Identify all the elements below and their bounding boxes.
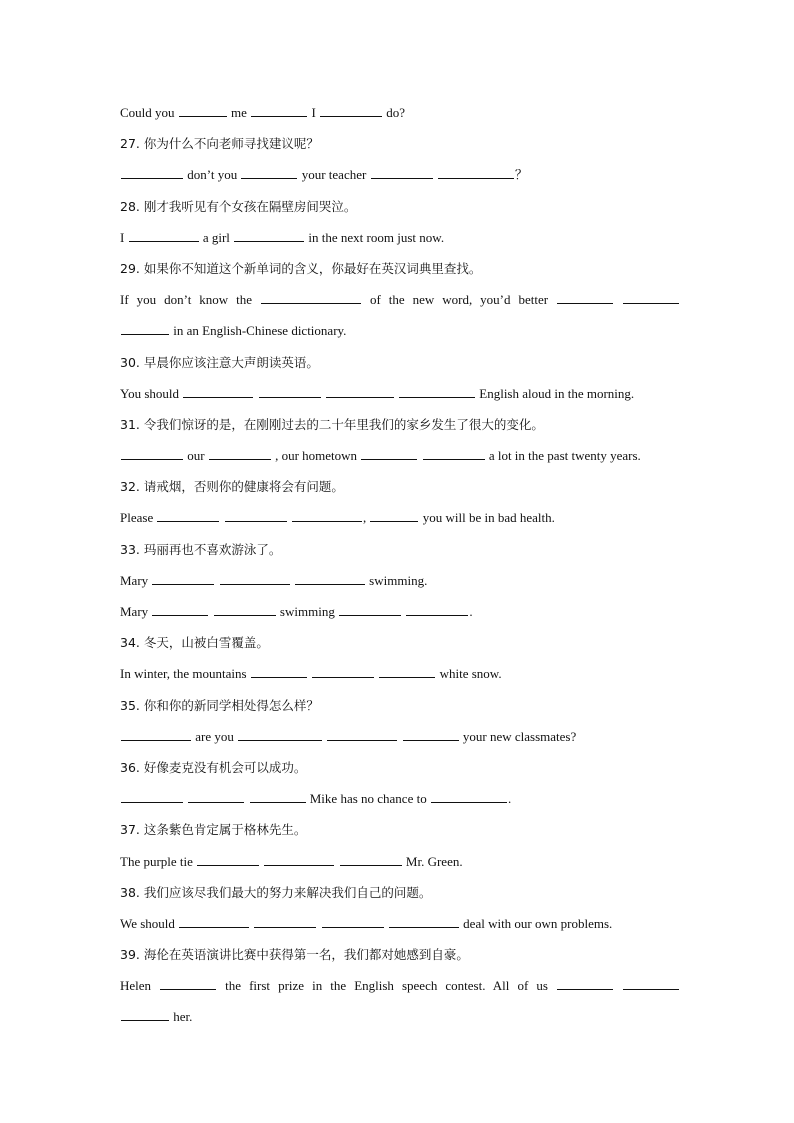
text-segment: are you [192, 728, 238, 744]
text-segment: you will be in bad health. [419, 510, 555, 526]
text-segment: English aloud in the morning. [476, 385, 635, 401]
text-segment [250, 916, 253, 931]
answer-blank[interactable] [320, 104, 382, 117]
text-segment [434, 167, 437, 182]
answer-blank[interactable] [379, 665, 435, 678]
answer-blank[interactable] [438, 166, 514, 179]
text-segment: Helen [120, 978, 160, 994]
answer-blank[interactable] [370, 509, 418, 522]
answer-blank[interactable] [214, 603, 276, 616]
text-segment [209, 604, 212, 619]
answer-line [120, 658, 680, 689]
answer-blank[interactable] [623, 291, 679, 304]
question-prompt [120, 752, 680, 783]
text-segment: Mary [120, 572, 152, 588]
answer-blank[interactable] [121, 1008, 169, 1021]
text-segment [317, 916, 320, 931]
question-prompt [120, 939, 680, 970]
answer-line [120, 440, 680, 471]
text-segment: 35. 你和你的新同学相处得怎么样？ [120, 697, 319, 713]
text-segment [375, 666, 378, 681]
text-segment [322, 386, 325, 401]
answer-blank[interactable] [361, 447, 417, 460]
answer-blank[interactable] [406, 603, 468, 616]
answer-blank[interactable] [557, 291, 613, 304]
answer-line [120, 783, 680, 814]
text-segment: ？ [514, 167, 528, 183]
answer-blank[interactable] [327, 728, 397, 741]
answer-blank[interactable] [295, 572, 365, 585]
text-segment: We should [120, 915, 179, 931]
text-segment: Please [120, 510, 157, 526]
text-segment [260, 854, 263, 869]
answer-line [120, 502, 680, 533]
answer-blank[interactable] [183, 385, 253, 398]
answer-line [120, 222, 680, 253]
answer-blank[interactable] [160, 977, 216, 990]
answer-blank[interactable] [251, 665, 307, 678]
answer-blank[interactable] [431, 790, 507, 803]
question-prompt [120, 347, 680, 378]
answer-blank[interactable] [234, 229, 304, 242]
text-segment [335, 854, 338, 869]
answer-blank[interactable] [220, 572, 290, 585]
answer-blank[interactable] [129, 229, 199, 242]
text-segment: your teacher [298, 167, 370, 183]
answer-blank[interactable] [423, 447, 485, 460]
text-segment [291, 573, 294, 588]
text-segment [288, 510, 291, 525]
text-segment: 28. 刚才我听见有个女孩在隔壁房间哭泣。 [120, 198, 357, 214]
question-prompt [120, 534, 680, 565]
text-segment: The purple tie [120, 853, 197, 869]
answer-line [120, 721, 680, 752]
text-segment: 36. 好像麦克没有机会可以成功。 [120, 759, 307, 775]
text-segment: swimming [276, 604, 339, 619]
text-segment: 31. 令我们惊讶的是，在刚刚过去的二十年里我们的家乡发生了很大的变化。 [120, 416, 544, 432]
answer-line [120, 159, 680, 190]
text-segment [395, 386, 398, 401]
answer-blank[interactable] [152, 603, 208, 616]
text-segment [215, 573, 218, 588]
answer-blank[interactable] [261, 291, 361, 304]
answer-blank[interactable] [326, 385, 394, 398]
answer-blank[interactable] [121, 728, 191, 741]
question-prompt [120, 877, 680, 908]
answer-blank[interactable] [389, 915, 459, 928]
text-segment: Mike has no chance to [306, 791, 430, 807]
answer-blank[interactable] [292, 509, 362, 522]
text-segment: 39. 海伦在英语演讲比赛中获得第一名，我们都对她感到自豪。 [120, 947, 469, 963]
question-prompt [120, 471, 680, 502]
text-segment [418, 448, 421, 463]
text-segment: a lot in the past twenty years. [485, 448, 641, 464]
text-segment [402, 604, 405, 619]
question-prompt [120, 409, 680, 440]
text-segment: in the next room just now. [305, 229, 445, 245]
answer-line [120, 970, 680, 1001]
text-segment [220, 510, 223, 525]
text-segment: swimming. [365, 572, 428, 588]
text-segment: Mary [120, 604, 152, 619]
text-segment: You should [120, 385, 183, 401]
answer-blank[interactable] [121, 166, 183, 179]
text-segment: Mr. Green. [402, 853, 463, 869]
text-segment: her. [170, 1009, 193, 1025]
answer-blank[interactable] [251, 104, 307, 117]
text-segment [614, 292, 622, 307]
question-prompt [120, 814, 680, 845]
text-segment [323, 729, 326, 744]
text-segment: Could you [120, 105, 178, 120]
text-segment [254, 386, 257, 401]
answer-blank[interactable] [340, 853, 402, 866]
answer-blank[interactable] [157, 509, 219, 522]
question-prompt [120, 253, 680, 284]
question-prompt [120, 128, 680, 159]
answer-blank[interactable] [179, 104, 227, 117]
text-segment: in an English-Chinese dictionary. [170, 323, 347, 339]
answer-blank[interactable] [322, 915, 384, 928]
text-segment: 29. 如果你不知道这个新单词的含义，你最好在英汉词典里查找。 [120, 260, 482, 276]
answer-blank[interactable] [121, 322, 169, 335]
text-segment [398, 729, 401, 744]
answer-line [120, 284, 680, 315]
answer-line [120, 565, 680, 596]
text-segment: 30. 早晨你应该注意大声朗读英语。 [120, 354, 319, 370]
answer-blank[interactable] [371, 166, 433, 179]
answer-blank[interactable] [403, 728, 459, 741]
answer-blank[interactable] [241, 166, 297, 179]
text-segment [614, 978, 622, 993]
text-segment: our [184, 448, 208, 464]
answer-blank[interactable] [250, 790, 306, 803]
text-segment: If you don’t know the [120, 292, 260, 308]
answer-blank[interactable] [197, 853, 259, 866]
answer-blank[interactable] [264, 853, 334, 866]
text-segment: deal with our own problems. [459, 915, 613, 931]
text-segment: , our hometown [271, 448, 361, 464]
question-prompt [120, 627, 680, 658]
text-segment: me [227, 105, 251, 120]
text-segment: 33. 玛丽再也不喜欢游泳了。 [120, 541, 282, 557]
question-prompt [120, 690, 680, 721]
text-segment: don’t you [184, 167, 241, 183]
answer-blank[interactable] [188, 790, 244, 803]
answer-blank[interactable] [399, 385, 475, 398]
text-segment: I [120, 229, 128, 245]
answer-blank[interactable] [623, 977, 679, 990]
answer-blank[interactable] [254, 915, 316, 928]
text-segment: 27. 你为什么不向老师寻找建议呢？ [120, 136, 319, 152]
text-segment: 38. 我们应该尽我们最大的努力来解决我们自己的问题。 [120, 884, 432, 900]
answer-blank[interactable] [121, 447, 183, 460]
question-prompt [120, 191, 680, 222]
answer-line [120, 908, 680, 939]
text-segment [308, 666, 311, 681]
text-segment [385, 916, 388, 931]
text-segment: 37. 这条紫色肯定属于格林先生。 [120, 822, 307, 838]
text-segment: of the new word, you’d better [361, 292, 557, 308]
answer-blank[interactable] [179, 915, 249, 928]
text-segment: . [469, 604, 473, 619]
worksheet-page [120, 97, 680, 1033]
answer-blank[interactable] [209, 447, 271, 460]
answer-blank[interactable] [225, 509, 287, 522]
text-segment: I [308, 105, 320, 120]
answer-blank[interactable] [238, 728, 322, 741]
answer-blank[interactable] [259, 385, 321, 398]
text-segment: , [362, 510, 370, 526]
text-segment: your new classmates? [459, 728, 577, 744]
answer-line [120, 1001, 680, 1032]
answer-line [120, 378, 680, 409]
text-segment: 32. 请戒烟，否则你的健康将会有问题。 [120, 479, 344, 495]
text-segment: 34. 冬天，山被白雪覆盖。 [120, 635, 269, 651]
text-segment: a girl [199, 229, 234, 245]
text-segment: . [507, 791, 512, 807]
text-segment: do? [383, 105, 406, 120]
answer-blank[interactable] [557, 977, 613, 990]
text-segment [184, 791, 187, 806]
answer-line [120, 315, 680, 346]
text-segment: white snow. [436, 666, 502, 682]
answer-blank[interactable] [121, 790, 183, 803]
answer-line [120, 596, 680, 627]
answer-blank[interactable] [312, 665, 374, 678]
text-segment [245, 791, 248, 806]
text-segment: the first prize in the English speech contest. All of us [217, 978, 556, 994]
answer-blank[interactable] [339, 603, 401, 616]
answer-line [120, 97, 680, 128]
answer-blank[interactable] [152, 572, 214, 585]
text-segment: In winter, the mountains [120, 666, 250, 682]
answer-line [120, 846, 680, 877]
